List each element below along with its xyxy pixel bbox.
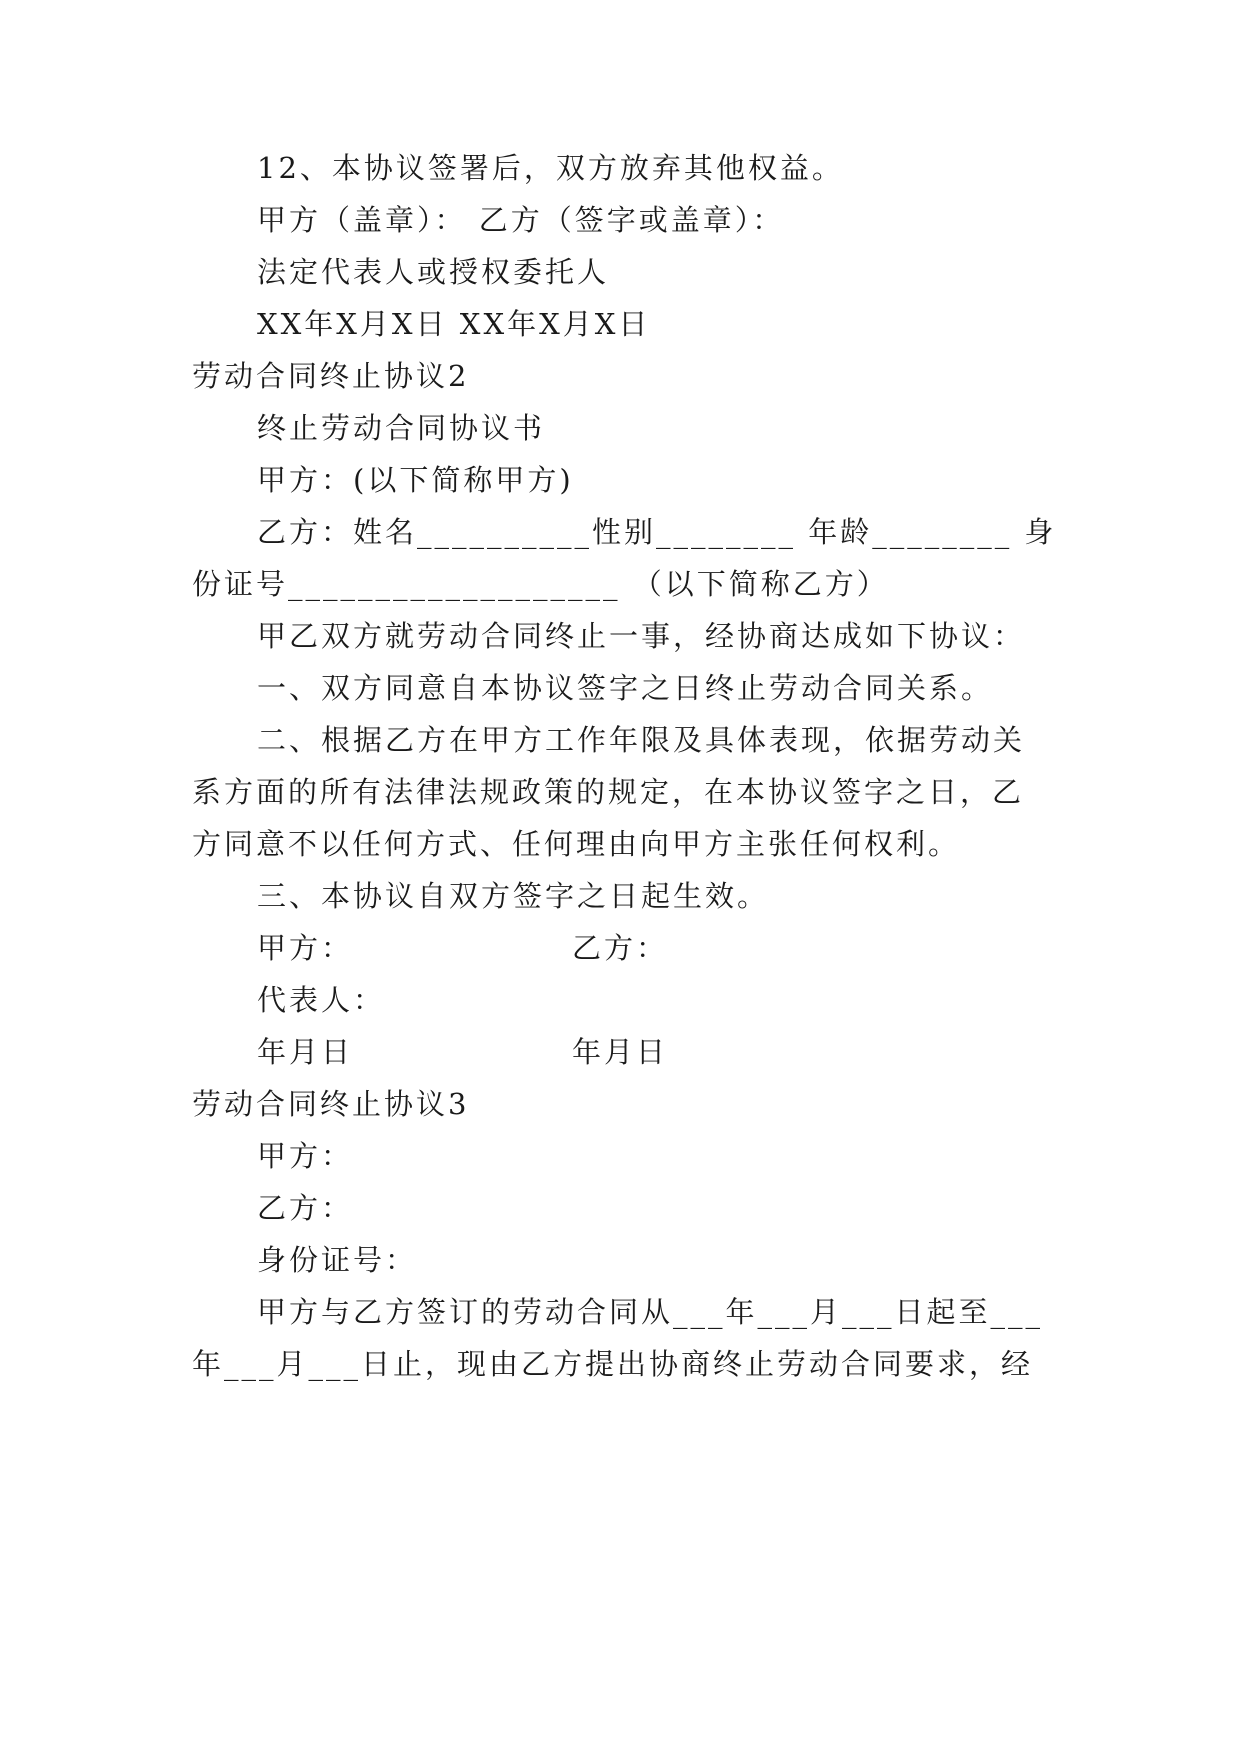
representative-label: 代表人： [257,983,386,1017]
clause-three: 三、本协议自双方签字之日起生效。 [257,879,770,913]
legal-representative-line: 法定代表人或授权委托人 [257,255,610,289]
section-heading-3: 劳动合同终止协议3 [192,1087,470,1121]
preamble-paragraph: 甲乙双方就劳动合同终止一事，经协商达成如下协议： [257,619,1026,653]
party-a-label: 甲方： [257,1139,354,1173]
party-b-info-line: 乙方：姓名__________性别________ 年龄________ 身 [257,515,1057,549]
party-a-signature-label: 甲方： [257,931,354,965]
agreement-title: 终止劳动合同协议书 [257,411,546,445]
id-number-label: 身份证号： [257,1243,418,1277]
party-b-label: 乙方： [257,1191,354,1225]
clause-two-line-3: 方同意不以任何方式、任何理由向甲方主张任何权利。 [192,827,961,861]
section-heading-2: 劳动合同终止协议2 [192,359,470,393]
party-a-line: 甲方：(以下简称甲方) [257,463,574,497]
party-b-date: 年月日 [572,1035,669,1069]
signature-parties-line: 甲方（盖章）： 乙方（签字或盖章）： [257,203,785,237]
clause-two-line-1: 二、根据乙方在甲方工作年限及具体表现，依据劳动关 [257,723,1026,757]
clause-two-line-2: 系方面的所有法律法规政策的规定，在本协议签字之日，乙 [192,775,1025,809]
party-a-date: 年月日 [257,1035,354,1069]
party-b-signature-label: 乙方： [572,931,669,965]
date-line: XX年X月X日 XX年X月X日 [257,307,651,341]
clause-12: 12、本协议签署后，双方放弃其他权益。 [257,151,844,185]
clause-one: 一、双方同意自本协议签字之日终止劳动合同关系。 [257,671,994,705]
contract-period-line-1: 甲方与乙方签订的劳动合同从___年___月___日起至___ [257,1295,1044,1329]
contract-period-line-2: 年___月___日止，现由乙方提出协商终止劳动合同要求，经 [192,1347,1034,1381]
party-b-id-line: 份证号___________________ （以下简称乙方） [192,567,889,601]
